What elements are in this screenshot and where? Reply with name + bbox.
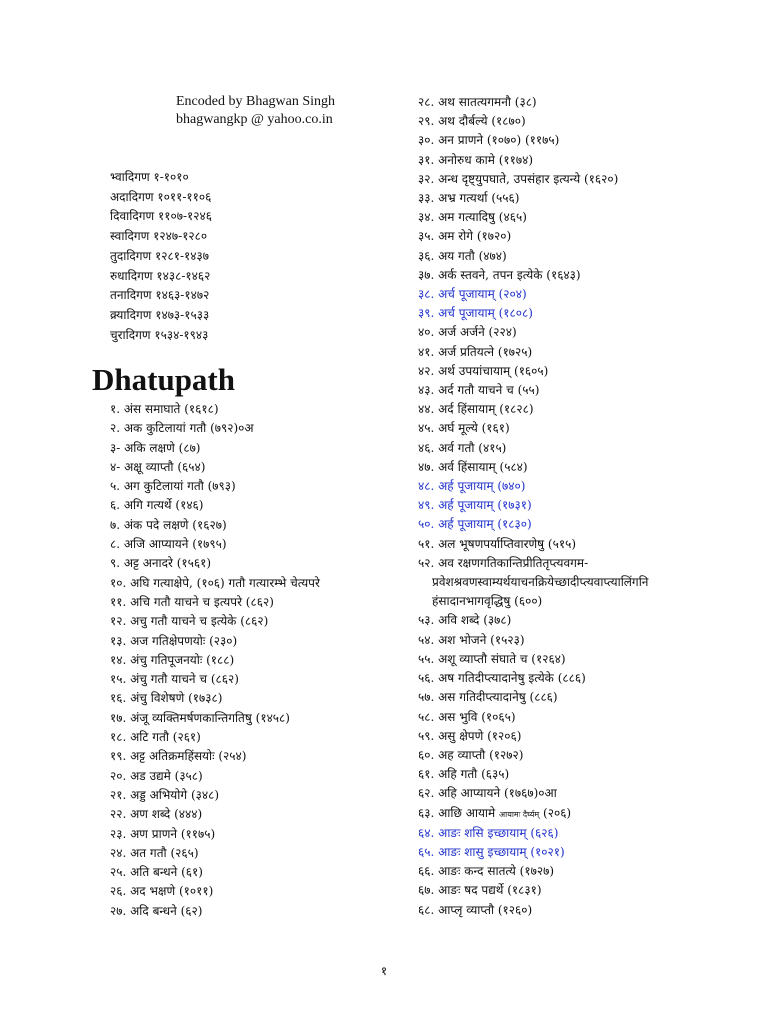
dhatu-entry xyxy=(418,343,758,362)
dhatu-list-left xyxy=(110,400,410,921)
dhatu-entry xyxy=(418,611,758,630)
dhatu-entry-text: ४- अक्षू व्याप्तौ (६५४) xyxy=(110,459,206,474)
dhatu-entry-text: २६. अद भक्षणे (१०११) xyxy=(110,884,214,899)
dhatu-entry-text: २. अक कुटिलायां गतौ (७९२)०अ xyxy=(110,421,254,436)
dhatu-entry-text: ७. अंक पदे लक्षणे (१६२७) xyxy=(110,517,227,532)
dhatu-entry xyxy=(110,689,410,708)
page-title: Dhatupath xyxy=(92,362,235,397)
dhatu-entry xyxy=(418,285,758,304)
dhatu-entry-text: ५८. अस भुवि (१०६५) xyxy=(418,709,516,724)
dhatu-entry xyxy=(418,496,758,515)
dhatu-entry-text: ६३. आछि आयामे xyxy=(418,805,496,820)
dhatu-entry-text: हंसादानभागवृद्धिषु (६००) xyxy=(432,594,543,609)
dhatu-entry xyxy=(110,632,410,651)
dhatu-entry-text: ४९. अर्ह पूजायाम् (१७३१) xyxy=(418,498,532,513)
dhatu-entry xyxy=(110,612,410,631)
dhatu-entry-text: ३१. अनोरुध कामे (११७४) xyxy=(418,152,534,167)
dhatu-entry-text: ६१. अहि गतौ (६३५) xyxy=(418,767,510,782)
dhatu-entry xyxy=(418,362,758,381)
dhatu-entry-text: १५. अंचु गतौ याचने च (८६२) xyxy=(110,672,239,687)
dhatu-entry xyxy=(418,631,758,650)
dhatu-entry-text: ६५. आङः शासु इच्छायाम् (१०२१) xyxy=(418,844,565,859)
dhatu-entry-text: ५०. अर्ह पूजायाम् (१८३०) xyxy=(418,517,532,532)
dhatu-entry xyxy=(418,439,758,458)
gana-range: अदादिगण १०११-११०६ xyxy=(110,189,212,204)
dhatu-entry xyxy=(110,825,410,844)
dhatu-entry-text: २१. अड्ड अभियोगे (३४८) xyxy=(110,787,220,802)
dhatu-list-right xyxy=(418,93,758,920)
dhatu-entry xyxy=(110,747,410,766)
dhatu-entry-text: प्रवेशश्रवणस्वाम्यर्थयाचनक्रियेच्छादीप्त्यवाप्त्यालिंगनि xyxy=(432,575,649,590)
dhatu-entry xyxy=(418,247,758,266)
dhatu-entry xyxy=(418,573,758,592)
dhatu-entry-text: ४५. अर्घ मूल्ये (१६१) xyxy=(418,421,510,436)
dhatu-entry xyxy=(110,593,410,612)
dhatu-entry xyxy=(110,400,410,419)
dhatu-entry-text: २२. अण शब्दे (४४४) xyxy=(110,807,203,822)
dhatu-entry xyxy=(418,112,758,131)
dhatu-entry-text: ५२. अव रक्षणगतिकान्तिप्रीतितृप्त्यवगम- xyxy=(418,555,589,570)
dhatu-entry xyxy=(110,728,410,747)
dhatu-entry xyxy=(418,901,758,920)
dhatu-entry xyxy=(418,208,758,227)
dhatu-entry xyxy=(418,862,758,881)
dhatu-entry-text: ११. अचि गतौ याचने च इत्यपरे (८६२) xyxy=(110,594,274,609)
dhatu-entry-text: ६०. अह व्याप्तौ (१२७२) xyxy=(418,747,524,762)
dhatu-entry xyxy=(418,304,758,323)
dhatu-entry xyxy=(418,189,758,208)
dhatu-entry-text: ६८. आप्लृ व्याप्तौ (१२६०) xyxy=(418,902,533,917)
dhatu-entry-text: ६६. आङः कन्द सातत्ये (१७२७) xyxy=(418,864,555,879)
dhatu-entry-text: १०. अघि गत्याक्षेपे, (१०६) गतौ गत्यारम्भे चेत्यपरे xyxy=(110,575,320,590)
dhatu-entry xyxy=(418,477,758,496)
dhatu-entry-text: ५३. अवि शब्दे (३७८) xyxy=(418,613,512,628)
dhatu-entry-text: ५१. अल भूषणपर्याप्तिवारणेषु (५१५) xyxy=(418,536,577,551)
dhatu-entry xyxy=(418,151,758,170)
gana-range: चुरादिगण १५३४-१९४३ xyxy=(110,327,209,342)
dhatu-entry-text: ३९. अर्च पूजायाम् (१८०८) xyxy=(418,306,533,321)
dhatu-entry xyxy=(110,882,410,901)
dhatu-entry xyxy=(418,688,758,707)
dhatu-entry xyxy=(110,554,410,573)
dhatu-entry xyxy=(418,746,758,765)
encoder-credit xyxy=(176,93,396,129)
page-number: १ xyxy=(380,964,388,978)
dhatu-entry xyxy=(418,765,758,784)
dhatu-entry xyxy=(418,843,758,862)
dhatu-entry xyxy=(110,477,410,496)
dhatu-entry-text: १९. अट्ट अतिक्रमहिंसयोः (२५४) xyxy=(110,749,247,764)
dhatu-entry-text: ५४. अश भोजने (१५२३) xyxy=(418,632,525,647)
dhatu-entry xyxy=(418,400,758,419)
gana-range: तुदादिगण १२८१-१४३७ xyxy=(110,248,210,263)
dhatu-entry-text: ६४. आङः शसि इच्छायाम् (६२६) xyxy=(418,825,559,840)
dhatu-entry xyxy=(418,323,758,342)
credit-email: bhagwangkp @ yahoo.co.in xyxy=(176,112,333,127)
dhatu-entry-text: ५६. अष गतिदीप्त्यादानेषु इत्येके (८८६) xyxy=(418,671,586,686)
dhatu-entry-text: १४. अंचु गतिपूजनयोः (१८८) xyxy=(110,652,235,667)
dhatu-entry-text: १८. अटि गतौ (२६१) xyxy=(110,730,201,745)
dhatu-entry xyxy=(418,419,758,438)
dhatu-entry-text: ५७. अस गतिदीप्त्यादानेषु (८८६) xyxy=(418,690,558,705)
dhatu-entry-text: ३७. अर्क स्तवने, तपन इत्येके (१६४३) xyxy=(418,267,581,282)
dhatu-entry xyxy=(110,535,410,554)
dhatu-entry-text: ६२. अहि आप्यायने (१७६७)०आ xyxy=(418,786,557,801)
dhatu-entry-text: २४. अत गतौ (२६५) xyxy=(110,845,199,860)
dhatu-entry-text: २३. अण प्राणने (११७५) xyxy=(110,826,216,841)
dhatu-entry-text: ३४. अम गत्यादिषु (४६५) xyxy=(418,210,527,225)
dhatu-entry xyxy=(418,784,758,803)
dhatu-entry-text: १३. अज गतिक्षेपणयोः (२३०) xyxy=(110,633,238,648)
gana-range: तनादिगण १४६३-१४७२ xyxy=(110,288,210,303)
dhatu-entry xyxy=(110,863,410,882)
dhatu-entry-text: ३- अकि लक्षणे (८७) xyxy=(110,440,201,455)
dhatu-entry xyxy=(418,535,758,554)
gana-ranges-list xyxy=(110,168,360,345)
dhatu-entry xyxy=(418,592,758,611)
dhatu-entry-text: १. अंस समाघाते (१६१८) xyxy=(110,402,219,416)
dhatu-entry xyxy=(418,458,758,477)
dhatu-entry-text: २७. अदि बन्धने (६२) xyxy=(110,903,203,918)
dhatu-entry xyxy=(418,554,758,573)
dhatu-entry-text: ४०. अर्ज अर्जने (२२४) xyxy=(418,325,517,340)
dhatu-entry xyxy=(110,844,410,863)
dhatu-entry-text: ३३. अभ्र गत्यर्था (५५६) xyxy=(418,191,520,206)
dhatu-entry xyxy=(110,767,410,786)
dhatu-entry xyxy=(418,669,758,688)
dhatu-entry-text: ९. अट्ट अनादरे (१५६१) xyxy=(110,556,212,571)
dhatu-entry xyxy=(418,881,758,900)
dhatu-entry xyxy=(110,574,410,593)
dhatu-entry xyxy=(110,516,410,535)
dhatu-entry-text: ५५. अशू व्याप्तौ संघाते च (१२६४) xyxy=(418,651,566,666)
dhatu-entry-text: ४६. अर्व गतौ (४१५) xyxy=(418,440,507,455)
dhatu-entry-text: ३६. अय गतौ (४७४) xyxy=(418,248,507,263)
dhatu-entry-text: ४२. अर्थ उपयांचायाम् (१६०५) xyxy=(418,363,549,378)
dhatu-entry xyxy=(418,93,758,112)
gana-range: क्र्यादिगण १४७३-१५३३ xyxy=(110,307,210,322)
dhatu-entry-text: ४७. अर्व हिंसायाम् (५८४) xyxy=(418,459,528,474)
dhatu-entry-text: ४३. अर्द गतौ याचने च (५५) xyxy=(418,383,540,398)
dhatu-entry xyxy=(418,708,758,727)
dhatu-entry xyxy=(110,439,410,458)
dhatu-entry xyxy=(110,786,410,805)
dhatu-entry xyxy=(418,227,758,246)
gana-range: दिवादिगण ११०७-१२४६ xyxy=(110,209,212,224)
dhatu-entry xyxy=(110,651,410,670)
credit-name: Encoded by Bhagwan Singh xyxy=(176,94,336,109)
dhatu-entry-text: २०. अड उद्यमे (३५८) xyxy=(110,768,203,783)
dhatu-entry xyxy=(418,650,758,669)
dhatu-entry-text: ३०. अन प्राणने (१०७०) (११७५) xyxy=(418,133,560,148)
gana-range: भ्वादिगण १-१०१० xyxy=(110,170,189,184)
dhatu-entry-text: ५९. असु क्षेपणे (१२०६) xyxy=(418,728,522,743)
dhatu-entry-number: (२०६) xyxy=(539,805,572,820)
dhatu-entry xyxy=(418,824,758,843)
dhatu-entry xyxy=(110,458,410,477)
dhatu-entry-text: ३५. अम रोगे (१७२०) xyxy=(418,229,512,244)
dhatu-entry-text: ६. अगि गत्यर्थे (१४६) xyxy=(110,498,204,513)
gana-range: रुधादिगण १४३८-१४६२ xyxy=(110,268,211,283)
dhatu-entry xyxy=(418,804,758,824)
dhatu-entry-text: ४८. अर्ह पूजायाम् (७४०) xyxy=(418,479,526,494)
dhatu-entry-text: १२. अचु गतौ याचने च इत्येके (८६२) xyxy=(110,614,269,629)
dhatu-entry xyxy=(418,381,758,400)
dhatu-entry-text: १७. अंजू व्यक्तिमर्षणकान्तिगतिषु (१४५८) xyxy=(110,710,290,725)
gana-range: स्वादिगण १२४७-१२८० xyxy=(110,229,208,244)
dhatu-entry-text: ४४. अर्द हिंसायाम् (१८२८) xyxy=(418,402,534,417)
dhatu-entry-text: ३२. अन्ध दृष्ट्युपघाते, उपसंहार इत्यन्ये (१६२०) xyxy=(418,171,619,186)
dhatu-entry xyxy=(418,515,758,534)
dhatu-entry xyxy=(110,805,410,824)
dhatu-entry-text: ८. अजि आप्यायने (१७९५) xyxy=(110,537,227,552)
dhatu-entry xyxy=(418,131,758,150)
dhatu-entry-text: १६. अंचु विशेषणे (१७३८) xyxy=(110,691,223,706)
dhatu-entry xyxy=(418,170,758,189)
dhatu-entry-text: २५. अति बन्धने (६१) xyxy=(110,865,203,880)
dhatu-entry-text: २८. अथ सातत्यगमनौ (३८) xyxy=(418,95,537,109)
dhatu-entry xyxy=(418,727,758,746)
dhatu-entry xyxy=(110,670,410,689)
dhatu-entry xyxy=(110,902,410,921)
dhatu-entry-text: ३८. अर्च पूजायाम् (२०४) xyxy=(418,287,527,302)
dhatu-entry xyxy=(110,496,410,515)
dhatu-entry xyxy=(110,709,410,728)
dhatu-entry-text: ५. अग कुटिलायां गतौ (७९३) xyxy=(110,479,236,494)
dhatu-entry xyxy=(110,419,410,438)
dhatu-entry xyxy=(418,266,758,285)
dhatu-entry-text: ६७. आङः षद पद्यर्थे (१८३१) xyxy=(418,883,542,898)
dhatu-entry-text: ४१. अर्ज प्रतियत्ने (१७२५) xyxy=(418,344,533,359)
dhatu-gloss-note: आयामः दैर्घ्यम् xyxy=(499,809,540,819)
dhatu-entry-text: २९. अथ दौर्बल्ये (१८७०) xyxy=(418,114,526,129)
